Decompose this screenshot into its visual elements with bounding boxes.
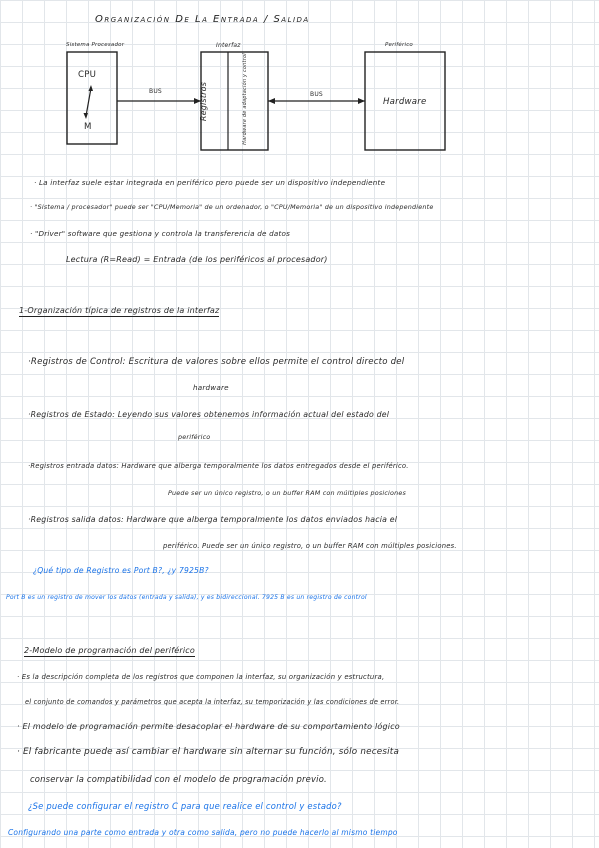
programming-model-line3: · El modelo de programación permite desacoplar el hardware de su comportamiento lógico xyxy=(17,722,400,731)
programming-model-line1: · Es la descripción completa de los registros que componen la interfaz, su organización y estructura, xyxy=(17,673,385,681)
section1-answer: Port B es un registro de mover los datos (entrada y salida), y es bidireccional. 7925 B es un registro de control xyxy=(6,594,367,601)
register-output-line1: ·Registros salida datos: Hardware que alberga temporalmente los datos enviados hacia el xyxy=(28,515,398,524)
section2-heading: 2-Modelo de programación del periférico xyxy=(24,646,195,655)
programming-model-line2: el conjunto de comandos y parámetros que acepta la interfaz, su temporización y las condiciones de error. xyxy=(25,698,400,706)
bus-right-arrowhead-left xyxy=(268,98,275,104)
section1-question: ¿Qué tipo de Registro es Port B?, ¿y 7925B? xyxy=(33,566,209,575)
memory-label: M xyxy=(84,122,92,132)
bus-right-label: BUS xyxy=(310,91,323,98)
cpu-memory-arrow xyxy=(86,88,91,116)
register-status-line1: ·Registros de Estado: Leyendo sus valores obtenemos información actual del estado del xyxy=(28,410,390,419)
register-input-line2: Puede ser un único registro, o un buffer RAM con múltiples posiciones xyxy=(168,489,407,497)
section2-answer: Configurando una parte como entrada y otra como salida, pero no puede hacerlo al mismo tiempo xyxy=(8,828,398,837)
hardware-label: Hardware xyxy=(383,97,427,107)
programming-model-line4: · El fabricante puede así cambiar el hardware sin alternar su función, sólo necesita xyxy=(17,747,400,757)
io-organization-diagram xyxy=(0,0,599,160)
interface-label: Interfaz xyxy=(216,42,241,49)
intro-bullet-2: · "Sistema / procesador" puede ser "CPU/Memoria" de un ordenador, o "CPU/Memoria" de un dispositivo independiente xyxy=(30,203,434,211)
bus-right-arrowhead-right xyxy=(358,98,365,104)
section1-heading: 1-Organización típica de registros de la interfaz xyxy=(19,306,220,315)
registers-label: Registros xyxy=(199,81,209,122)
register-input-line1: ·Registros entrada datos: Hardware que alberga temporalmente los datos entregados desde el periférico. xyxy=(28,462,409,470)
intro-bullet-1: · La interfaz suele estar integrada en periférico pero puede ser un dispositivo independiente xyxy=(34,178,386,187)
register-status-line2: periférico xyxy=(178,433,211,441)
programming-model-line5: conservar la compatibilidad con el modelo de programación previo. xyxy=(30,774,327,784)
cpu-memory-arrowhead-up xyxy=(89,85,94,91)
peripheral-label: Periférico xyxy=(385,42,413,48)
processor-system-label: Sistema Procesador xyxy=(66,42,125,48)
register-control-line2: hardware xyxy=(193,383,229,392)
cpu-memory-arrowhead-down xyxy=(84,113,89,119)
cpu-label: CPU xyxy=(78,70,97,80)
page-title: Organización De La Entrada / Salida xyxy=(95,14,310,25)
section2-question: ¿Se puede configurar el registro C para que realice el control y estado? xyxy=(28,801,342,811)
hardware-control-label: Hardware de adaptación y control xyxy=(241,53,248,145)
intro-bullet-3: · "Driver" software que gestiona y controla la transferencia de datos xyxy=(30,229,291,238)
bus-left-label: BUS xyxy=(149,88,162,95)
intro-read-definition: Lectura (R=Read) = Entrada (de los periféricos al procesador) xyxy=(66,255,328,264)
register-control-line1: ·Registros de Control: Escritura de valores sobre ellos permite el control directo del xyxy=(28,357,405,367)
register-output-line2: periférico. Puede ser un único registro, o un buffer RAM con múltiples posiciones. xyxy=(163,542,457,550)
interface-box xyxy=(201,52,268,150)
processor-system-box xyxy=(67,52,117,144)
